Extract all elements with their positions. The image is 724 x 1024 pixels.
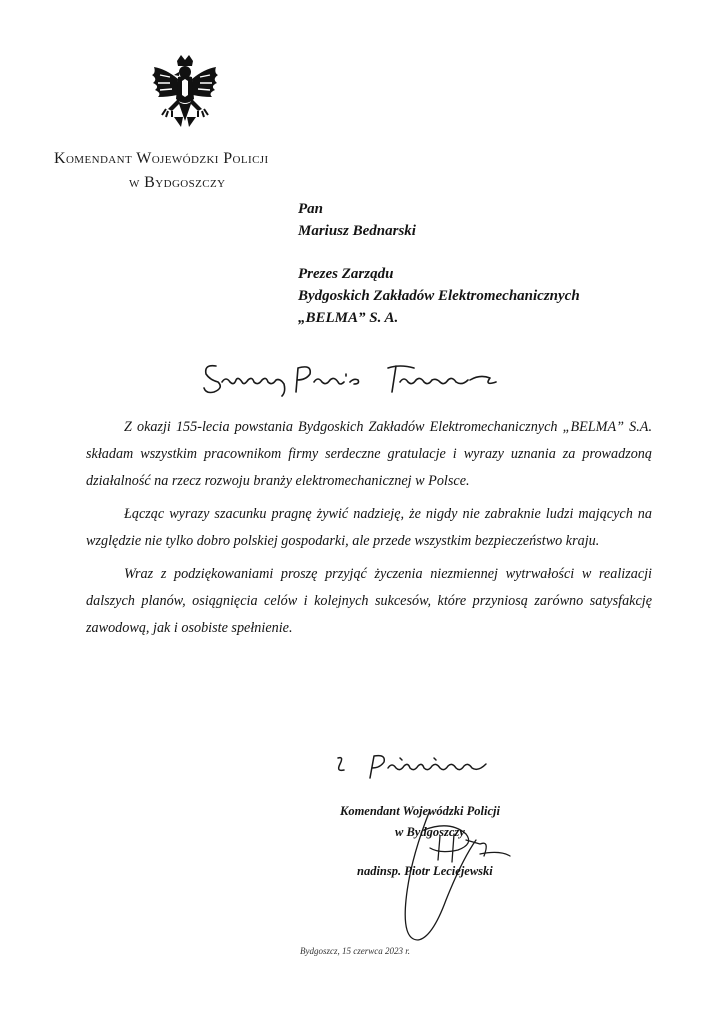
polish-eagle-emblem-icon bbox=[148, 55, 222, 135]
handwritten-salutation bbox=[200, 352, 520, 402]
place-and-date: Bydgoszcz, 15 czerwca 2023 r. bbox=[300, 946, 410, 956]
recipient-company: Bydgoskich Zakładów Elektromechanicznych bbox=[298, 288, 580, 304]
recipient-company-name: „BELMA” S. A. bbox=[298, 310, 399, 326]
letter-body bbox=[86, 414, 652, 648]
recipient-name: Mariusz Bednarski bbox=[298, 223, 416, 239]
signatory-city: w Bydgoszczy bbox=[395, 825, 465, 839]
issuer-city: w Bydgoszczy bbox=[129, 174, 226, 191]
recipient-position: Prezes Zarządu bbox=[298, 266, 394, 282]
issuer-title: Komendant Wojewódzki Policji bbox=[54, 150, 269, 167]
body-paragraph: Wraz z podziękowaniami proszę przyjąć życzenia niezmiennej wytrwałości w realizacji dalszych planów, osiągnięcia celów i kolejnych sukcesów, które przyniosą zarówno satysfakcję zawodową, jak i osobiste spełnienie. bbox=[86, 566, 652, 636]
body-paragraph: Łącząc wyrazy szacunku pragnę żywić nadzieję, że nigdy nie zabraknie ludzi mających na względzie nie tylko dobro polskiej gospodarki, ale przede wszystkim bezpieczeństwo kraju. bbox=[86, 506, 652, 549]
handwritten-closing bbox=[330, 748, 500, 784]
recipient-address bbox=[298, 198, 678, 329]
body-paragraph: Z okazji 155-lecia powstania Bydgoskich Zakładów Elektromechanicznych „BELMA” S.A. składam wszystkim pracownikom firmy serdeczne gratulacje i wyrazy uznania za prowadzoną działalność na rzecz rozwoju branży elektromechanicznej w Polsce. bbox=[86, 419, 652, 489]
recipient-title: Pan bbox=[298, 201, 324, 217]
signatory-title: Komendant Wojewódzki Policji bbox=[340, 804, 500, 818]
signatory-name: nadinsp. Piotr Leciejewski bbox=[357, 864, 493, 878]
